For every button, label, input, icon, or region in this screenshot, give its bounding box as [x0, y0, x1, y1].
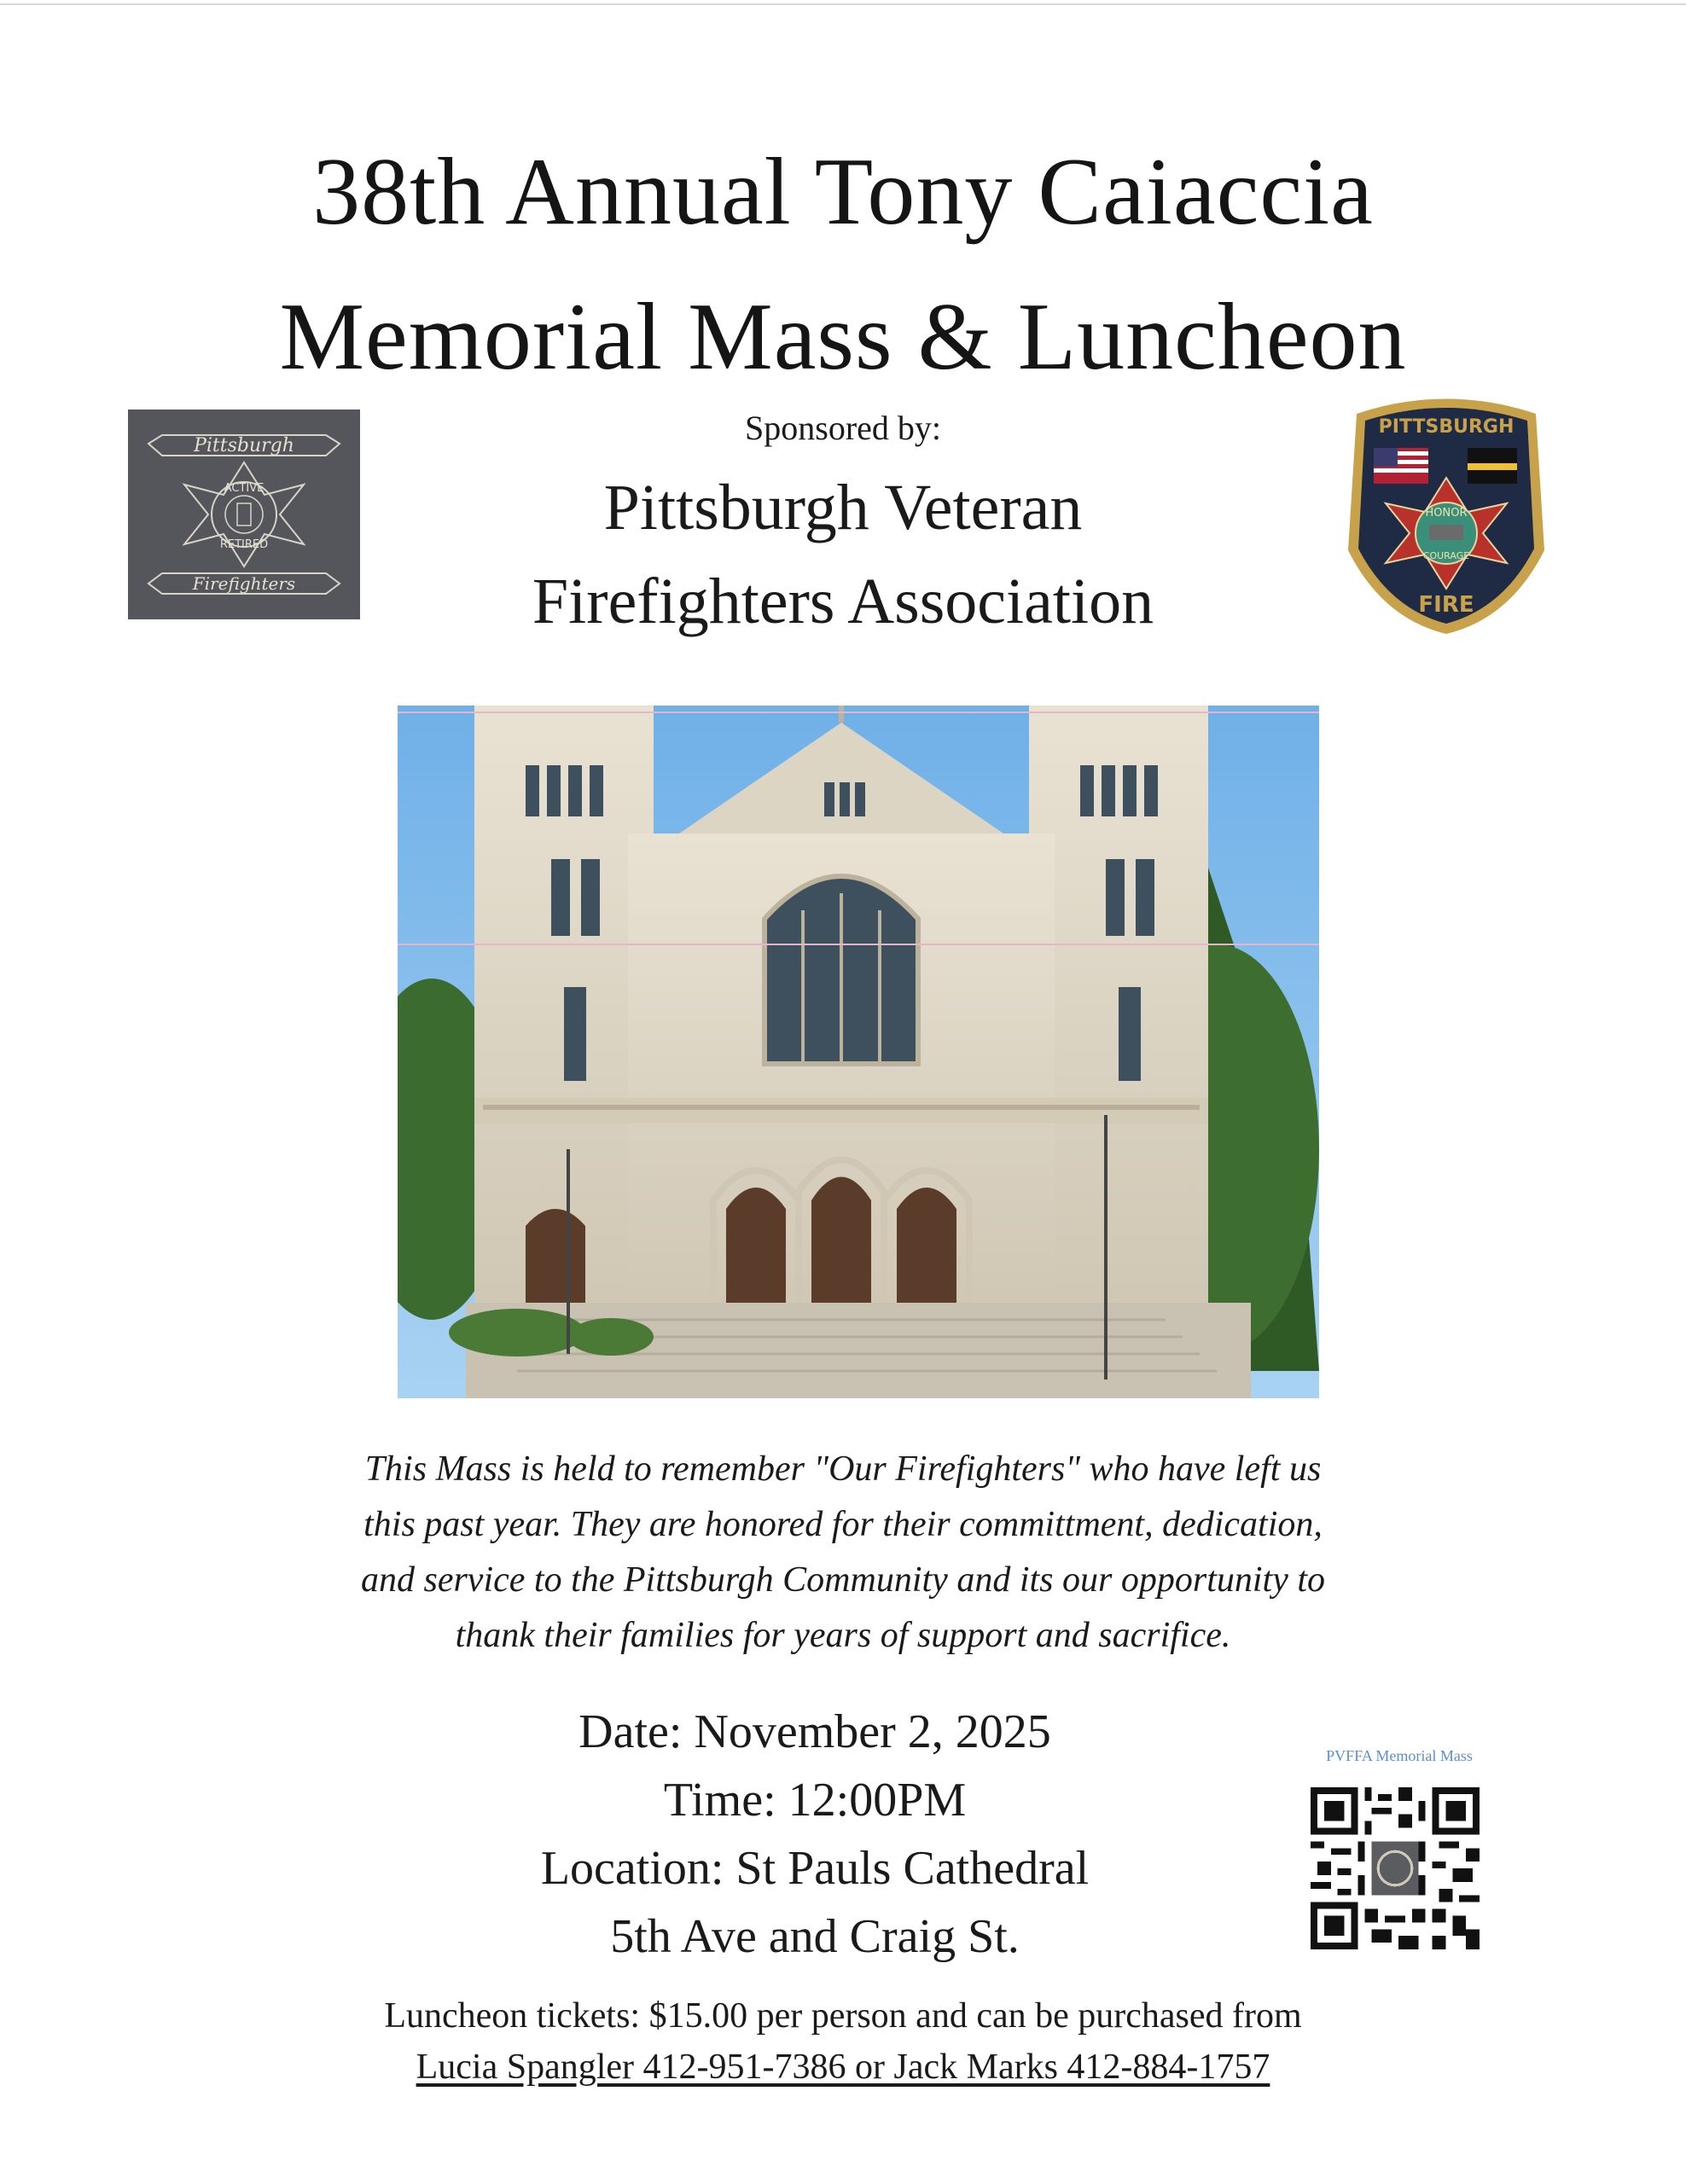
description-line: thank their families for years of support and sacrifice.	[455, 1616, 1231, 1655]
st-pauls-cathedral-photo	[398, 706, 1319, 1398]
event-time: Time: 12:00PM	[663, 1774, 967, 1827]
event-location: Location: St Pauls Cathedral	[540, 1842, 1090, 1895]
pittsburgh-firefighters-badge-logo	[128, 410, 360, 619]
event-title-line1: 38th Annual Tony Caiaccia	[312, 139, 1374, 245]
badge-upper-text: ACTIVE	[224, 482, 265, 495]
description-line: and service to the Pittsburgh Community and its our opportunity to	[360, 1560, 1326, 1600]
patch-courage-text: COURAGE	[1422, 550, 1470, 561]
ticket-contacts	[0, 2042, 1686, 2093]
patch-bottom-text: FIRE	[1418, 592, 1474, 618]
pittsburgh-fire-patch-logo	[1340, 388, 1553, 636]
patch-top-text: PITTSBURGH	[1378, 416, 1514, 438]
sponsored-by-label: Sponsored by:	[745, 409, 941, 447]
patch-honor-text: HONOR	[1425, 507, 1468, 520]
badge-bottom-text: Firefighters	[192, 573, 296, 594]
sponsor-org-line2: Firefighters Association	[532, 566, 1154, 637]
sponsor-org-line1: Pittsburgh Veteran	[603, 472, 1083, 543]
event-details	[410, 1698, 1220, 1971]
badge-top-text: Pittsburgh	[194, 435, 294, 456]
event-address: 5th Ave and Craig St.	[610, 1910, 1020, 1963]
description-line: this past year. They are honored for their committment, dedication,	[363, 1505, 1323, 1544]
top-rule	[0, 3, 1686, 5]
event-title-line2: Memorial Mass & Luncheon	[279, 284, 1407, 390]
badge-lower-text: RETIRED	[219, 538, 269, 551]
qr-caption: PVFFA Memorial Mass	[1326, 1747, 1473, 1764]
mass-description	[196, 1442, 1490, 1664]
luncheon-tickets-text: Luncheon tickets: $15.00 per person and can be purchased from	[384, 1996, 1302, 2036]
description-line: This Mass is held to remember "Our Firefighters" who have left us	[364, 1449, 1322, 1489]
event-date: Date: November 2, 2025	[578, 1705, 1051, 1758]
qr-code-icon[interactable]	[1310, 1787, 1480, 1949]
ticket-contacts-text: Lucia Spangler 412-951-7386 or Jack Marks 412-884-1757	[416, 2048, 1270, 2087]
